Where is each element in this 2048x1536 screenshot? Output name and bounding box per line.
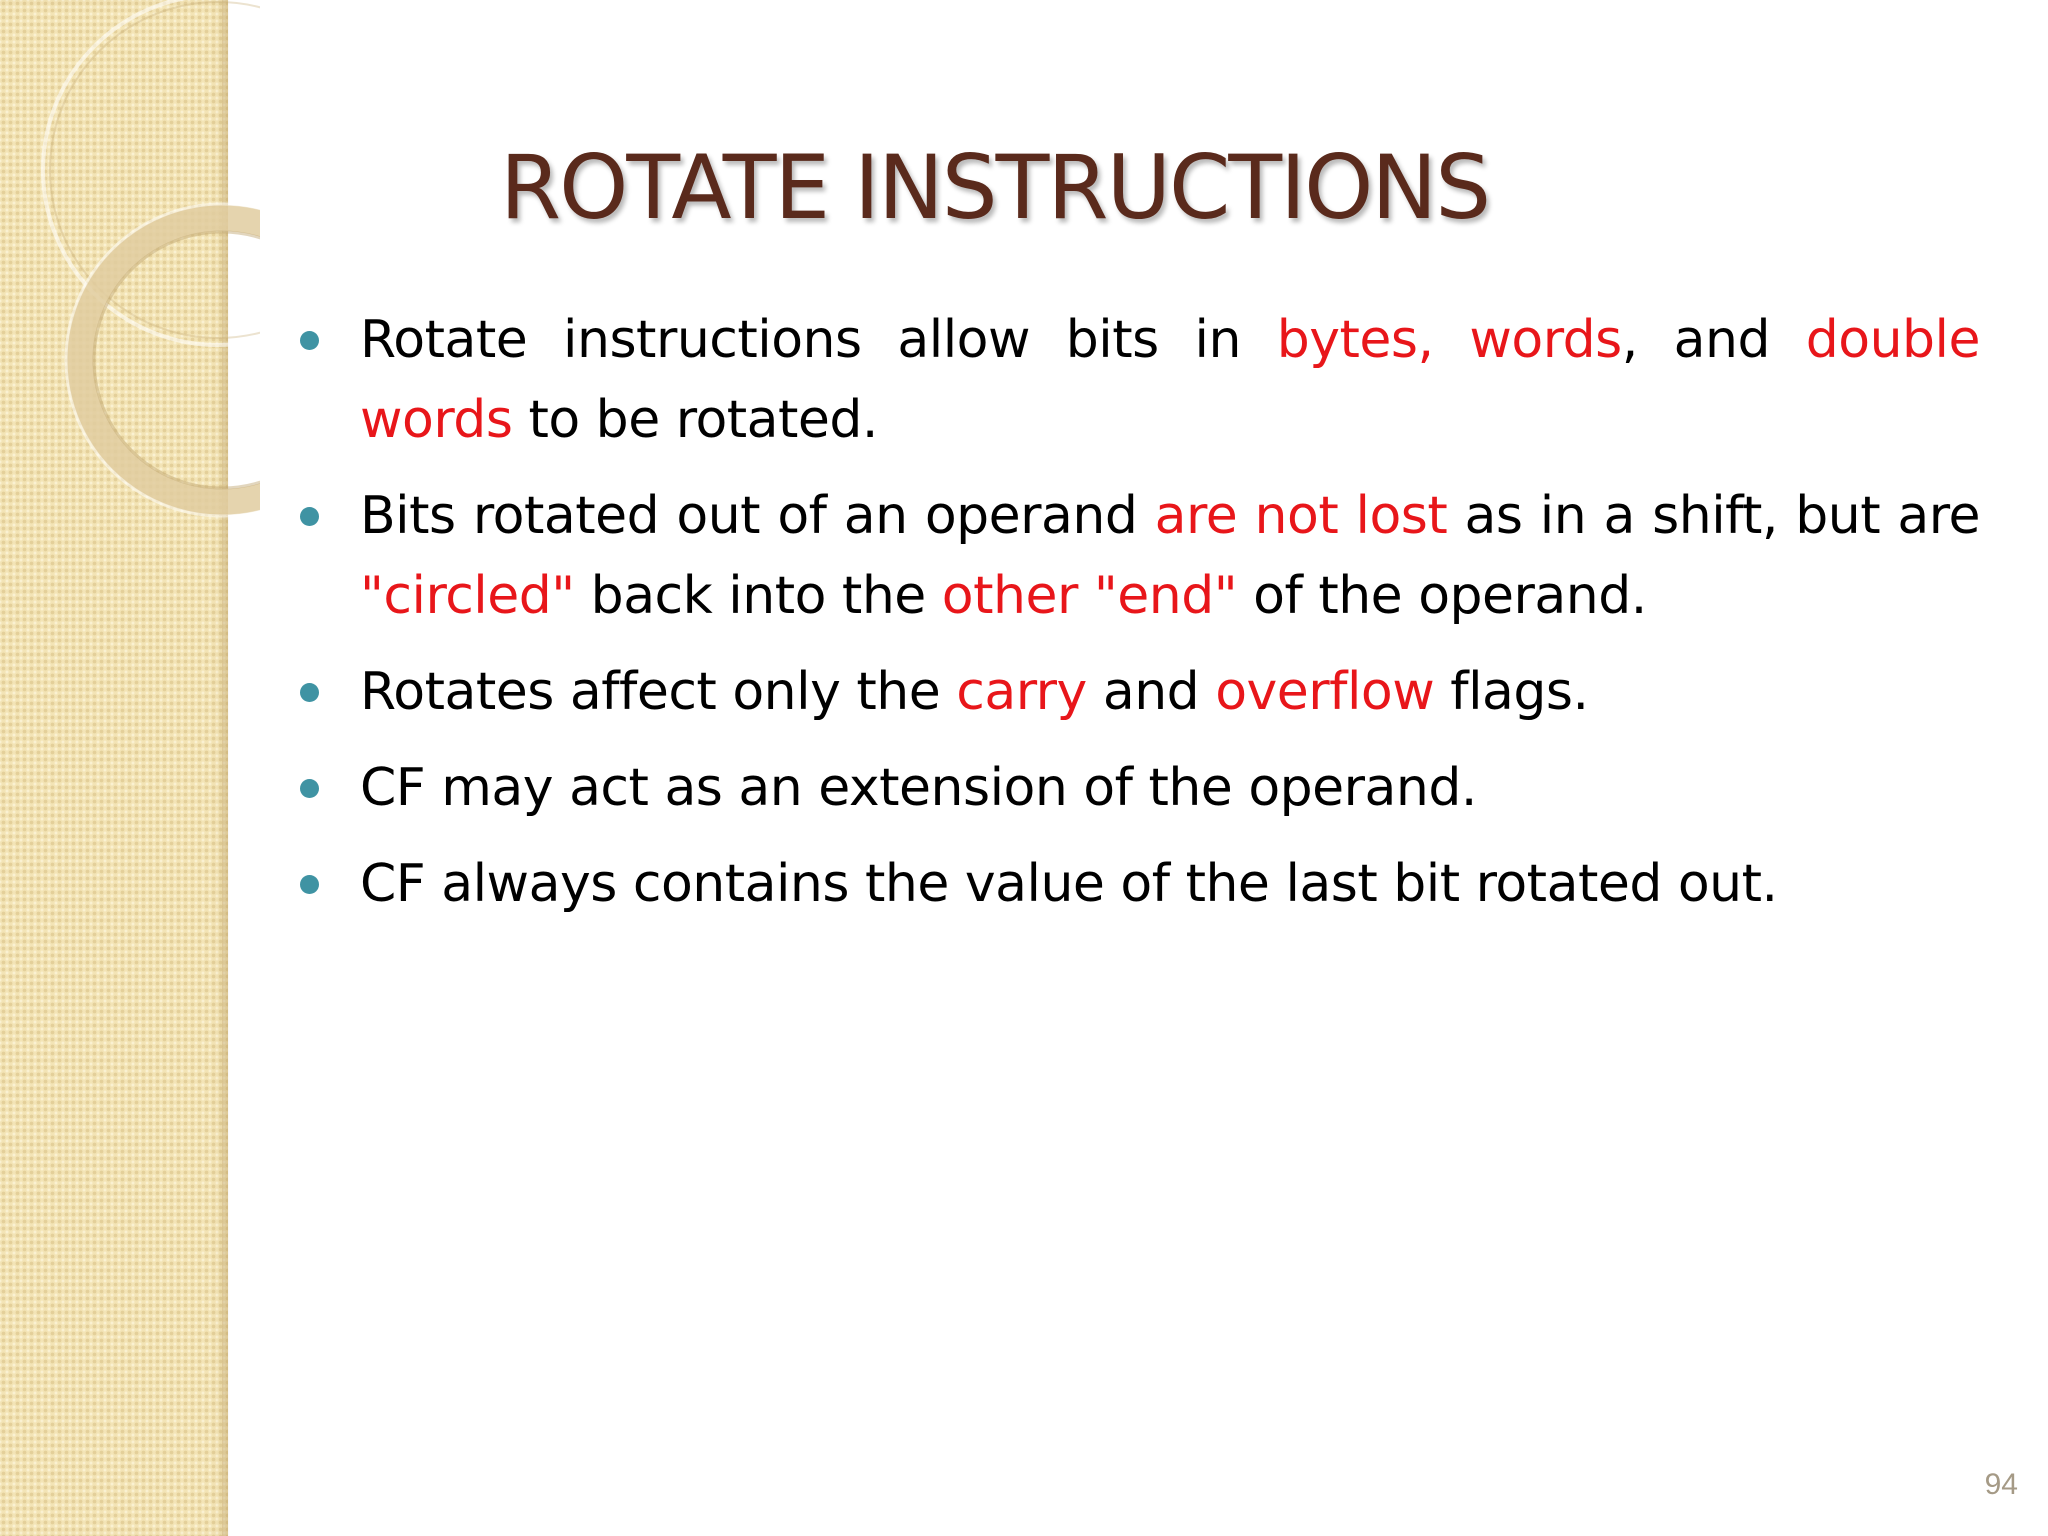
- bullet-text: of the operand.: [1237, 566, 1647, 626]
- bullet-text: CF may act as an extension of the operand.: [360, 758, 1477, 818]
- slide-title: ROTATE INSTRUCTIONS: [500, 136, 1490, 239]
- bullet-item-4: [290, 748, 1980, 828]
- bullet-highlight: "circled": [360, 566, 575, 626]
- bullet-dot-icon: [300, 331, 319, 350]
- bullet-item-1: [290, 300, 1980, 460]
- bullet-item-5: [290, 844, 1980, 924]
- bullet-text: and: [1086, 662, 1216, 722]
- bullet-dot-icon: [300, 875, 319, 894]
- bullet-text: Rotates affect only the: [360, 662, 957, 722]
- bullet-highlight: overflow: [1215, 662, 1435, 722]
- bullet-highlight: are not lost: [1154, 486, 1448, 546]
- bullet-text: flags.: [1434, 662, 1589, 722]
- bullet-highlight: double words: [360, 310, 1980, 450]
- bullet-list: [290, 300, 1980, 940]
- bullet-text: to be rotated.: [512, 390, 878, 450]
- bullet-text: back into the: [574, 566, 942, 626]
- page-number: 94: [1984, 1468, 2018, 1501]
- bullet-dot-icon: [300, 779, 319, 798]
- bullet-text: CF always contains the value of the last bit rotated out.: [360, 854, 1778, 914]
- bullet-dot-icon: [300, 683, 319, 702]
- bullet-text: as in a shift, but are: [1447, 486, 1980, 546]
- bullet-highlight: bytes, words: [1276, 310, 1622, 370]
- bullet-item-2: [290, 476, 1980, 636]
- bullet-text: , and: [1621, 310, 1806, 370]
- bullet-item-3: [290, 652, 1980, 732]
- decorative-rings-icon: [0, 0, 260, 520]
- bullet-dot-icon: [300, 507, 319, 526]
- bullet-text: Bits rotated out of an operand: [360, 486, 1155, 546]
- bullet-text: Rotate instructions allow bits in: [360, 310, 1277, 370]
- bullet-highlight: carry: [956, 662, 1087, 722]
- bullet-highlight: other "end": [941, 566, 1238, 626]
